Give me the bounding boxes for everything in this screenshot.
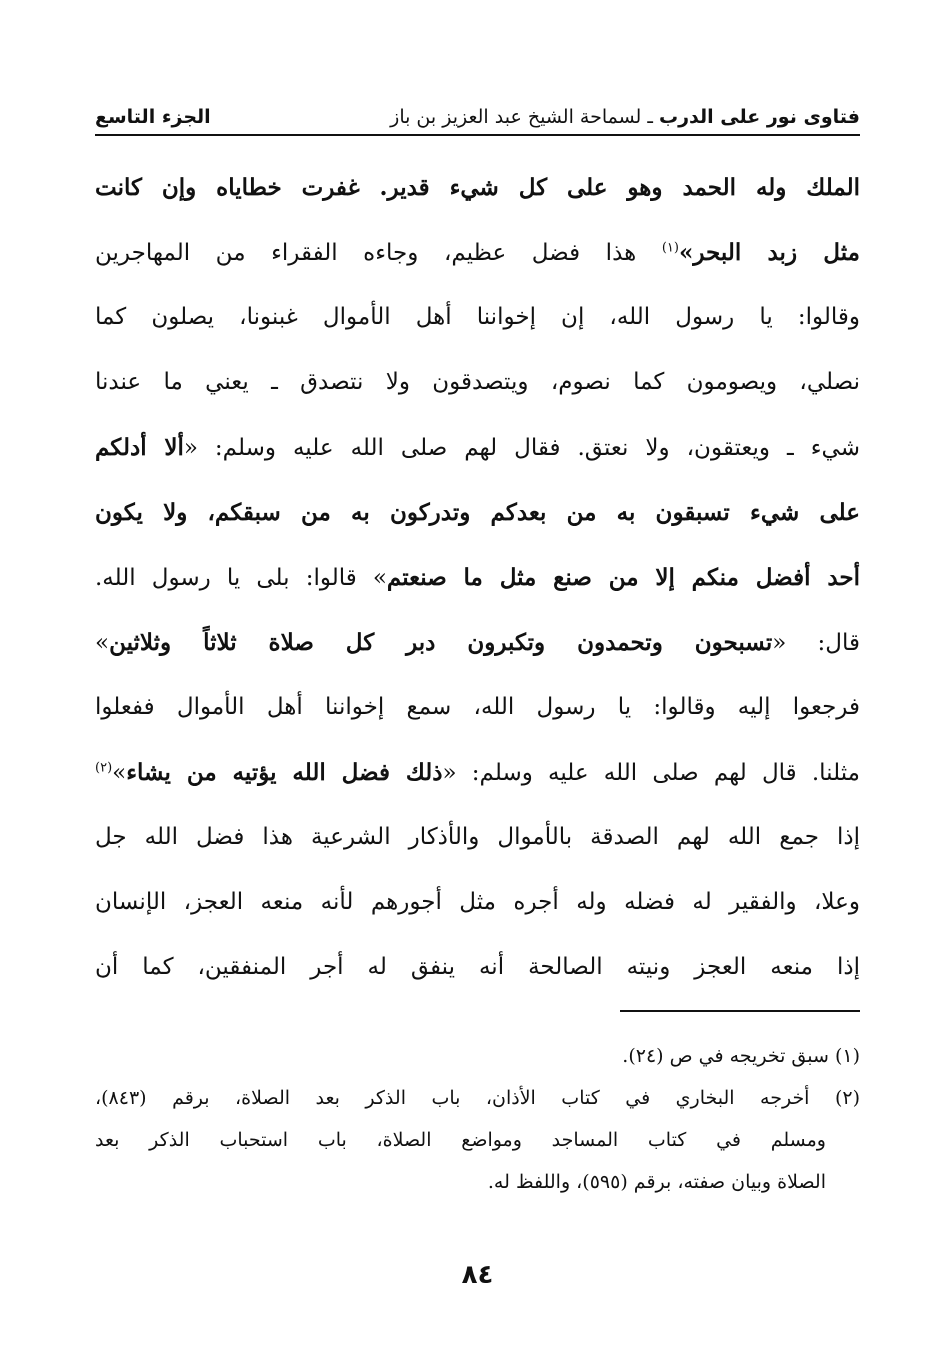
body-line-text: هذا فضل عظيم، وجاءه الفقراء من المهاجرين	[95, 240, 662, 266]
body-line-text: شيء ـ ويعتقون، ولا نعتق. فقال لهم صلى الله عليه وسلم: «	[183, 435, 860, 461]
footnote-1: (١) سبق تخريجه في ص (٢٤).	[622, 1045, 860, 1067]
body-line-text: فرجعوا إليه وقالوا: يا رسول الله، سمع إخواننا أهل الأموال ففعلوا	[95, 694, 860, 720]
body-line-text: وقالوا: يا رسول الله، إن إخواننا أهل الأموال غبنونا، يصلون كما	[95, 304, 860, 330]
hadith-quote: على شيء تسبقون به من بعدكم وتدركون به من سبقكم، ولا يكون	[95, 499, 860, 526]
body-line-text: نصلي، ويصومون كما نصوم، ويتصدقون ولا نتصدق ـ يعني ما عندنا	[95, 369, 860, 395]
body-line-text: قال: «	[772, 630, 860, 656]
body-line	[95, 610, 860, 675]
body-text	[95, 155, 860, 1000]
body-line	[95, 220, 860, 285]
header-book-info	[390, 100, 860, 134]
body-line-text: إذا منعه العجز ونيته الصالحة أنه ينفق له أجر المنفقين، كما أن	[95, 954, 860, 980]
body-line	[95, 545, 860, 610]
header-volume: الجزء التاسع	[95, 106, 211, 128]
body-line-text: » قالوا: بلى يا رسول الله.	[95, 565, 387, 591]
footnote-separator	[620, 1010, 860, 1012]
body-line	[95, 285, 860, 350]
footnote-2-line: (٢) أخرجه البخاري في كتاب الأذان، باب الذكر بعد الصلاة، برقم (٨٤٣)،	[95, 1087, 860, 1109]
footnote-2-line: ومسلم في كتاب المساجد ومواضع الصلاة، باب استحباب الذكر بعد	[95, 1129, 826, 1151]
hadith-quote: ذلك فضل الله يؤتيه من يشاء	[126, 759, 443, 786]
quote-close: »	[112, 760, 127, 786]
body-line	[95, 480, 860, 545]
body-line-text: مثلنا. قال لهم صلى الله عليه وسلم: «	[442, 760, 860, 786]
footnotes	[95, 1035, 860, 1203]
page-number: ٨٤	[461, 1260, 494, 1290]
footnote-ref-2: (٢)	[95, 760, 113, 776]
body-line	[95, 870, 860, 935]
page	[95, 100, 860, 1300]
body-line	[95, 805, 860, 870]
body-line-text: الملك وله الحمد وهو على كل شيء قدير. غفرت خطاياه وإن كانت	[95, 174, 860, 201]
hadith-quote: أحد أفضل منكم إلا من صنع مثل ما صنعتم	[386, 564, 860, 591]
body-line	[95, 935, 860, 1000]
body-line-text: مثل زبد البحر»	[678, 239, 860, 266]
body-line	[95, 415, 860, 480]
body-line	[95, 675, 860, 740]
body-line-text: إذا جمع الله لهم الصدقة بالأموال والأذكار الشرعية هذا فضل الله جل	[95, 824, 860, 850]
running-header	[95, 100, 860, 136]
footnote-2-line: الصلاة وبيان صفته، برقم (٥٩٥)، واللفظ له.	[487, 1171, 826, 1193]
hadith-quote: تسبحون وتحمدون وتكبرون دبر كل صلاة ثلاثاً وثلاثين	[109, 629, 773, 656]
quote-close: »	[95, 630, 110, 656]
body-line	[95, 350, 860, 415]
hadith-quote: ألا أدلكم	[95, 434, 184, 461]
body-line	[95, 740, 860, 805]
body-line	[95, 155, 860, 220]
footnote-ref-1: (١)	[661, 240, 679, 256]
header-book-title: فتاوى نور على الدرب	[659, 106, 860, 128]
body-line-text: وعلا، والفقير له فضله وله أجره مثل أجورهم لأنه منعه العجز، الإنسان	[95, 889, 860, 915]
header-author: ـ لسماحة الشيخ عبد العزيز بن باز	[390, 106, 653, 128]
